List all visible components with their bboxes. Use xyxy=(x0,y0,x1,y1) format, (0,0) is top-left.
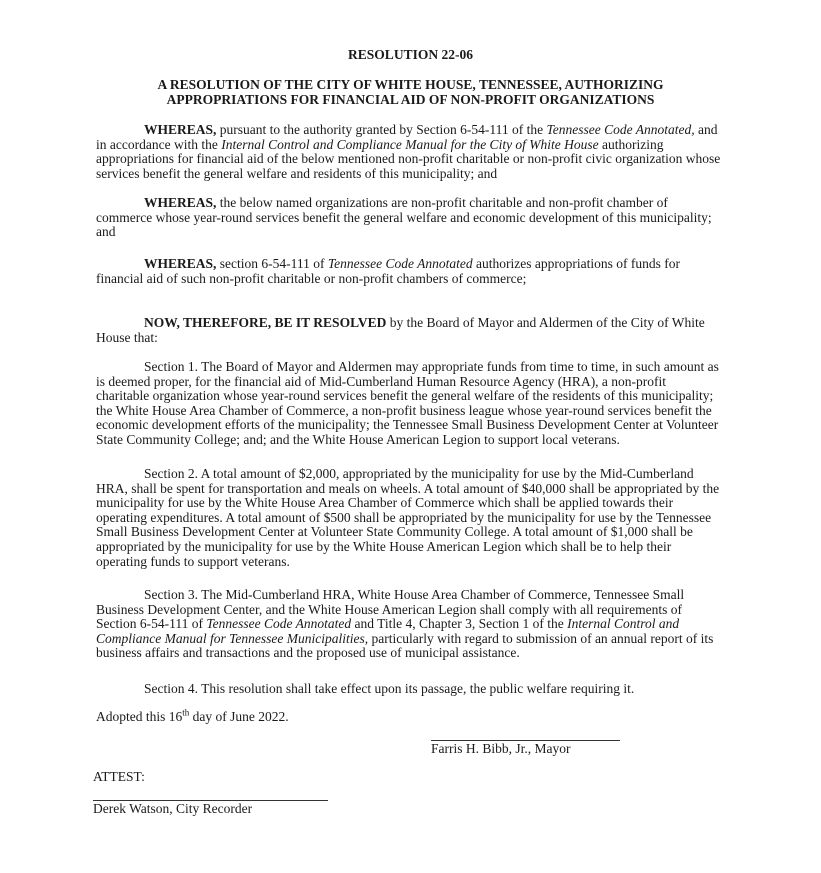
adopted-line: Adopted this 16th day of June 2022. xyxy=(96,707,289,724)
whereas-paragraph-2: WHEREAS, the below named organizations are non-profit charitable and non-profit chamber of commerce whose year-round services benefit the general welfare and economic development of this municipality; and xyxy=(96,195,712,240)
subtitle-line-2: APPROPRIATIONS FOR FINANCIAL AID OF NON-PROFIT ORGANIZATIONS xyxy=(166,92,655,107)
section-3-paragraph: Section 3. The Mid-Cumberland HRA, White House Area Chamber of Commerce, Tennessee Small Business Development Center, and the White House American Legion shall comply with all requirements of Section 6-54-111 of Tennessee Code Annotated and Title 4, Chapter 3, Section 1 of the Internal Control and Compliance Manual for Tennessee Municipalities, particularly with regard to submission of an annual report of its business affairs and transactions and the proposed use of municipal assistance. xyxy=(96,587,714,661)
whereas-lead: WHEREAS, xyxy=(144,256,217,271)
whereas-lead: WHEREAS, xyxy=(144,122,217,137)
resolution-number: RESOLUTION 22-06 xyxy=(348,47,473,62)
section-1-paragraph: Section 1. The Board of Mayor and Aldermen may appropriate funds from time to time, in such amount as is deemed proper, for the financial aid of Mid-Cumberland Human Resource Agency (HRA), a non-profit charitable organization whose year-round services benefit the general welfare of the residents of this municipality; the White House Area Chamber of Commerce, a non-profit business league whose year-round services benefit the economic development efforts of the municipality; the Tennessee Small Business Development Center at Volunteer State Community College; and; and the White House American Legion to support local veterans. xyxy=(96,359,719,447)
resolved-lead: NOW, THEREFORE, BE IT RESOLVED xyxy=(144,315,387,330)
resolved-paragraph: NOW, THEREFORE, BE IT RESOLVED by the Board of Mayor and Aldermen of the City of White House that: xyxy=(96,315,705,345)
attest-label: ATTEST: xyxy=(93,769,145,784)
recorder-signature-name: Derek Watson, City Recorder xyxy=(93,801,253,816)
subtitle-line-1: A RESOLUTION OF THE CITY OF WHITE HOUSE, TENNESSEE, AUTHORIZING xyxy=(157,77,664,92)
section-4-paragraph: Section 4. This resolution shall take effect upon its passage, the public welfare requiring it. xyxy=(144,681,635,696)
whereas-paragraph-3: WHEREAS, section 6-54-111 of Tennessee Code Annotated authorizes appropriations of funds for financial aid of such non-profit charitable or non-profit chambers of commerce; xyxy=(96,256,680,286)
section-2-paragraph: Section 2. A total amount of $2,000, appropriated by the municipality for use by the Mid-Cumberland HRA, shall be spent for transportation and meals on wheels. A total amount of $40,000 shall be appropriated by the municipality for use by the White House Area Chamber of Commerce which shall be applied towards their operating expenditures. A total amount of $500 shall be appropriated by the municipality for use by the Tennessee Small Business Development Center at Volunteer State Community College. A total amount of $1,000 shall be appropriated by the municipality for use by the White House American Legion which shall be to help their operating funds to support veterans. xyxy=(96,466,720,569)
whereas-paragraph-1: WHEREAS, pursuant to the authority granted by Section 6-54-111 of the Tennessee Code Annotated, and in accordance with the Internal Control and Compliance Manual for the City of White House authorizing appropriations for financial aid of the below mentioned non-profit charitable or non-profit civic organization whose services benefit the general welfare and residents of this municipality; and xyxy=(96,122,721,181)
mayor-signature-name: Farris H. Bibb, Jr., Mayor xyxy=(431,741,571,756)
resolution-subtitle xyxy=(0,77,821,107)
whereas-lead: WHEREAS, xyxy=(144,195,217,210)
